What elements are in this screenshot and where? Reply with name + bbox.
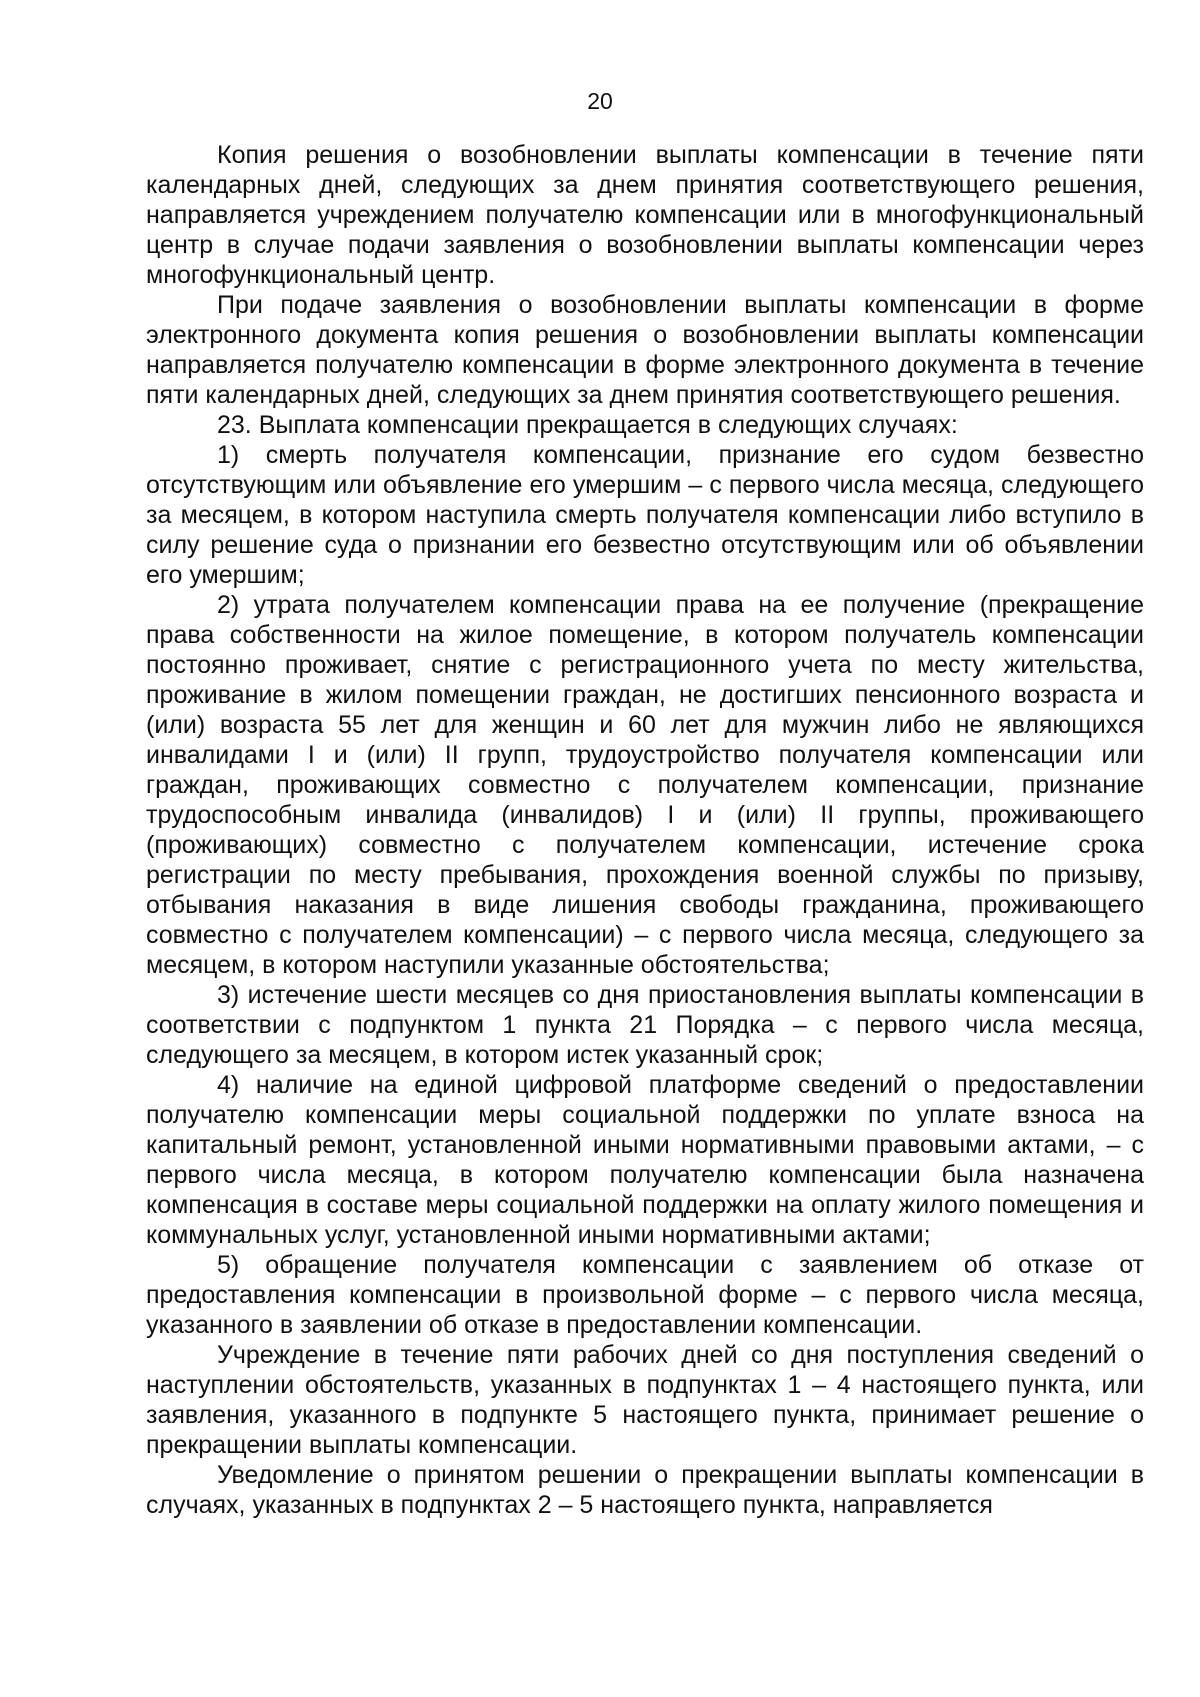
paragraph-subitem-5: 5) обращение получателя компенсации с заявлением об отказе от предоставления компенсации в произвольной форме – с первого числа месяца, указанного в заявлении об отказе в предоставлении компенсации. — [146, 1251, 1144, 1339]
paragraph-institution-decision: Учреждение в течение пяти рабочих дней со дня поступления сведений о наступлении обстоятельств, указанных в подпунктах 1 – 4 настоящего пункта, или заявления, указанного в подпункте 5 настоящего пункта, принимает решение о прекращении выплаты компенсации. — [146, 1341, 1144, 1459]
paragraph-item-23-heading: 23. Выплата компенсации прекращается в следующих случаях: — [217, 411, 958, 439]
paragraph-subitem-1: 1) смерть получателя компенсации, признание его судом безвестно отсутствующим или объявление его умершим – с первого числа месяца, следующего за месяцем, в котором наступила смерть получателя компенсации либо вступило в силу решение суда о признании его безвестно отсутствующим или об объявлении его умершим; — [146, 441, 1144, 589]
paragraph-copy-of-decision: Копия решения о возобновлении выплаты компенсации в течение пяти календарных дней, следующих за днем принятия соответствующего решения, направляется учреждением получателю компенсации или в многофункциональный центр в случае подачи заявления о возобновлении выплаты компенсации через многофункциональный центр. — [146, 141, 1144, 289]
document-body — [146, 140, 1144, 1520]
paragraph-electronic-document: При подаче заявления о возобновлении выплаты компенсации в форме электронного документа копия решения о возобновлении выплаты компенсации направляется получателю компенсации в форме электронного документа в течение пяти календарных дней, следующих за днем принятия соответствующего решения. — [146, 291, 1144, 409]
paragraph-subitem-2: 2) утрата получателем компенсации права на ее получение (прекращение права собственности на жилое помещение, в котором получатель компенсации постоянно проживает, снятие с регистрационного учета по месту жительства, проживание в жилом помещении граждан, не достигших пенсионного возраста и (или) возраста 55 лет для женщин и 60 лет для мужчин либо не являющихся инвалидами I и (или) II групп, трудоустройство получателя компенсации или граждан, проживающих совместно с получателем компенсации, признание трудоспособным инвалида (инвалидов) I и (или) II группы, проживающего (проживающих) совместно с получателем компенсации, истечение срока регистрации по месту пребывания, прохождения военной службы по призыву, отбывания наказания в виде лишения свободы гражданина, проживающего совместно с получателем компенсации) – с первого числа месяца, следующего за месяцем, в котором наступили указанные обстоятельства; — [146, 591, 1144, 979]
page-number: 20 — [587, 88, 613, 114]
paragraph-subitem-3: 3) истечение шести месяцев со дня приостановления выплаты компенсации в соответствии с подпунктом 1 пункта 21 Порядка – с первого числа месяца, следующего за месяцем, в котором истек указанный срок; — [146, 981, 1144, 1069]
paragraph-subitem-4: 4) наличие на единой цифровой платформе сведений о предоставлении получателю компенсации меры социальной поддержки по уплате взноса на капитальный ремонт, установленной иными нормативными правовыми актами, – с первого числа месяца, в котором получателю компенсации была назначена компенсация в составе меры социальной поддержки на оплату жилого помещения и коммунальных услуг, установленной иными нормативными актами; — [146, 1071, 1144, 1249]
paragraph-notification: Уведомление о принятом решении о прекращении выплаты компенсации в случаях, указанных в подпунктах 2 – 5 настоящего пункта, направляется — [146, 1461, 1144, 1519]
